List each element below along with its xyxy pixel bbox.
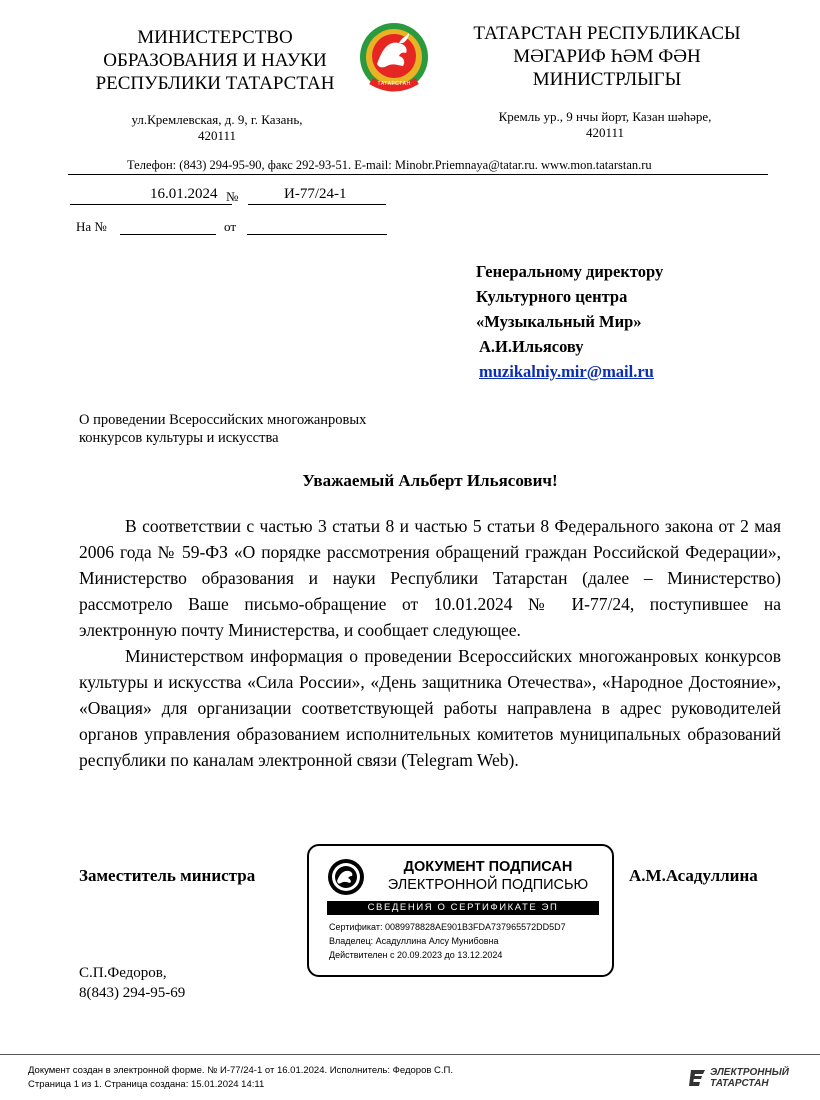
letter-subject: О проведении Всероссийских многожанровых конкурсов культуры и искусства xyxy=(79,412,367,446)
registration-date: 16.01.2024 xyxy=(150,186,218,202)
footer-text xyxy=(28,1064,453,1092)
stamp-title-line2: ЭЛЕКТРОННОЙ ПОДПИСЬЮ xyxy=(387,877,589,893)
stamp-certificate-bar: СВЕДЕНИЯ О СЕРТИФИКАТЕ ЭП xyxy=(327,901,599,915)
contacts-line: Телефон: (843) 294-95-90, факс 292-93-51. E-mail: Minobr.Priemnaya@tatar.ru. www.mon.tatarstan.ru xyxy=(127,158,652,172)
stamp-title-line1: ДОКУМЕНТ ПОДПИСАН xyxy=(403,859,573,875)
tatarstan-emblem-icon xyxy=(359,19,429,99)
registration-number-sign: № xyxy=(226,189,239,204)
reference-date-underline xyxy=(247,234,387,235)
body-paragraph-2: Министерством информация о проведении Всероссийских многожанровых конкурсов культуры и искусства «Сила России», «День защитника Отечества», «Народное Достояние», «Овация» для организации соответствующей работы направлена в адрес руководителей органов управления образованием исполнительных комитетов муниципальных образований республики по каналам электронной связи (Telegram Web). xyxy=(79,646,781,770)
emblem-ribbon-text: ТАТАРСТАН xyxy=(377,81,411,87)
executor-block xyxy=(79,963,185,1003)
greeting: Уважаемый Альберт Ильясович! xyxy=(302,471,558,490)
stamp-certificate: Сертификат: 0089978828AE901B3FDA737965572DD5D7 xyxy=(329,922,566,932)
ministry-title-ru: МИНИСТЕРСТВО ОБРАЗОВАНИЯ И НАУКИ РЕСПУБЛИКИ ТАТАРСТАН xyxy=(95,27,335,94)
date-underline xyxy=(70,204,232,205)
addressee-line-3: «Музыкальный Мир» xyxy=(476,312,642,331)
registration-number: И-77/24-1 xyxy=(284,186,347,202)
electronic-tatarstan-logo xyxy=(688,1067,792,1093)
reference-label: На № xyxy=(76,219,107,234)
signatory-name: А.М.Асадуллина xyxy=(629,866,758,885)
body-paragraph-1: В соответствии с частью 3 статьи 8 и частью 5 статьи 8 Федерального закона от 2 мая 2006 года № 59-ФЗ «О порядке рассмотрения обращений граждан Российской Федерации», Министерство образования и науки Республики Татарстан (далее – Министерство) рассмотрело Ваше письмо-обращение от 10.01.2024 № И-77/24, поступившее на электронную почту Министерства, и сообщает следующее. xyxy=(79,516,781,640)
addressee-email-link[interactable]: muzikalniy.mir@mail.ru xyxy=(479,362,654,381)
addressee-block xyxy=(476,259,796,384)
reference-number-underline xyxy=(120,234,216,235)
footer-divider xyxy=(0,1054,820,1055)
addressee-line-1: Генеральному директору xyxy=(476,262,664,281)
signatory-position: Заместитель министра xyxy=(79,866,256,885)
addressee-name: А.И.Ильясову xyxy=(479,337,584,356)
stamp-emblem-icon xyxy=(327,858,365,896)
stamp-validity: Действителен с 20.09.2023 до 13.12.2024 xyxy=(329,950,503,960)
addressee-line-2: Культурного центра xyxy=(476,287,628,306)
header-divider xyxy=(68,174,768,175)
reference-from-label: от xyxy=(224,219,237,234)
stamp-owner: Владелец: Асадуллина Алсу Мунибовна xyxy=(329,936,499,946)
footer-line-2: Страница 1 из 1. Страница создана: 15.01.2024 14:11 xyxy=(28,1079,265,1090)
address-ru: ул.Кремлевская, д. 9, г. Казань, 420111 xyxy=(131,112,303,143)
e-logo-line-2: ТАТАРСТАН xyxy=(710,1078,769,1089)
footer-line-1: Документ создан в электронной форме. № И-77/24-1 от 16.01.2024. Исполнитель: Федоров С.П. xyxy=(28,1065,453,1076)
ministry-title-tt: ТАТАРСТАН РЕСПУБЛИКАСЫ МӘГАРИФ ҺӘМ ФӘН МИНИСТРЛЫГЫ xyxy=(473,23,741,90)
address-tt: Кремль ур., 9 нчы йорт, Казан шәһәре, 420111 xyxy=(498,109,712,140)
executor-name: С.П.Федоров, xyxy=(79,965,167,981)
number-underline xyxy=(248,204,386,205)
e-logo-icon xyxy=(688,1068,706,1088)
e-logo-line-1: ЭЛЕКТРОННЫЙ xyxy=(710,1067,789,1078)
e-signature-stamp xyxy=(307,844,614,977)
executor-phone: 8(843) 294-95-69 xyxy=(79,985,186,1001)
letter-body xyxy=(79,513,781,773)
